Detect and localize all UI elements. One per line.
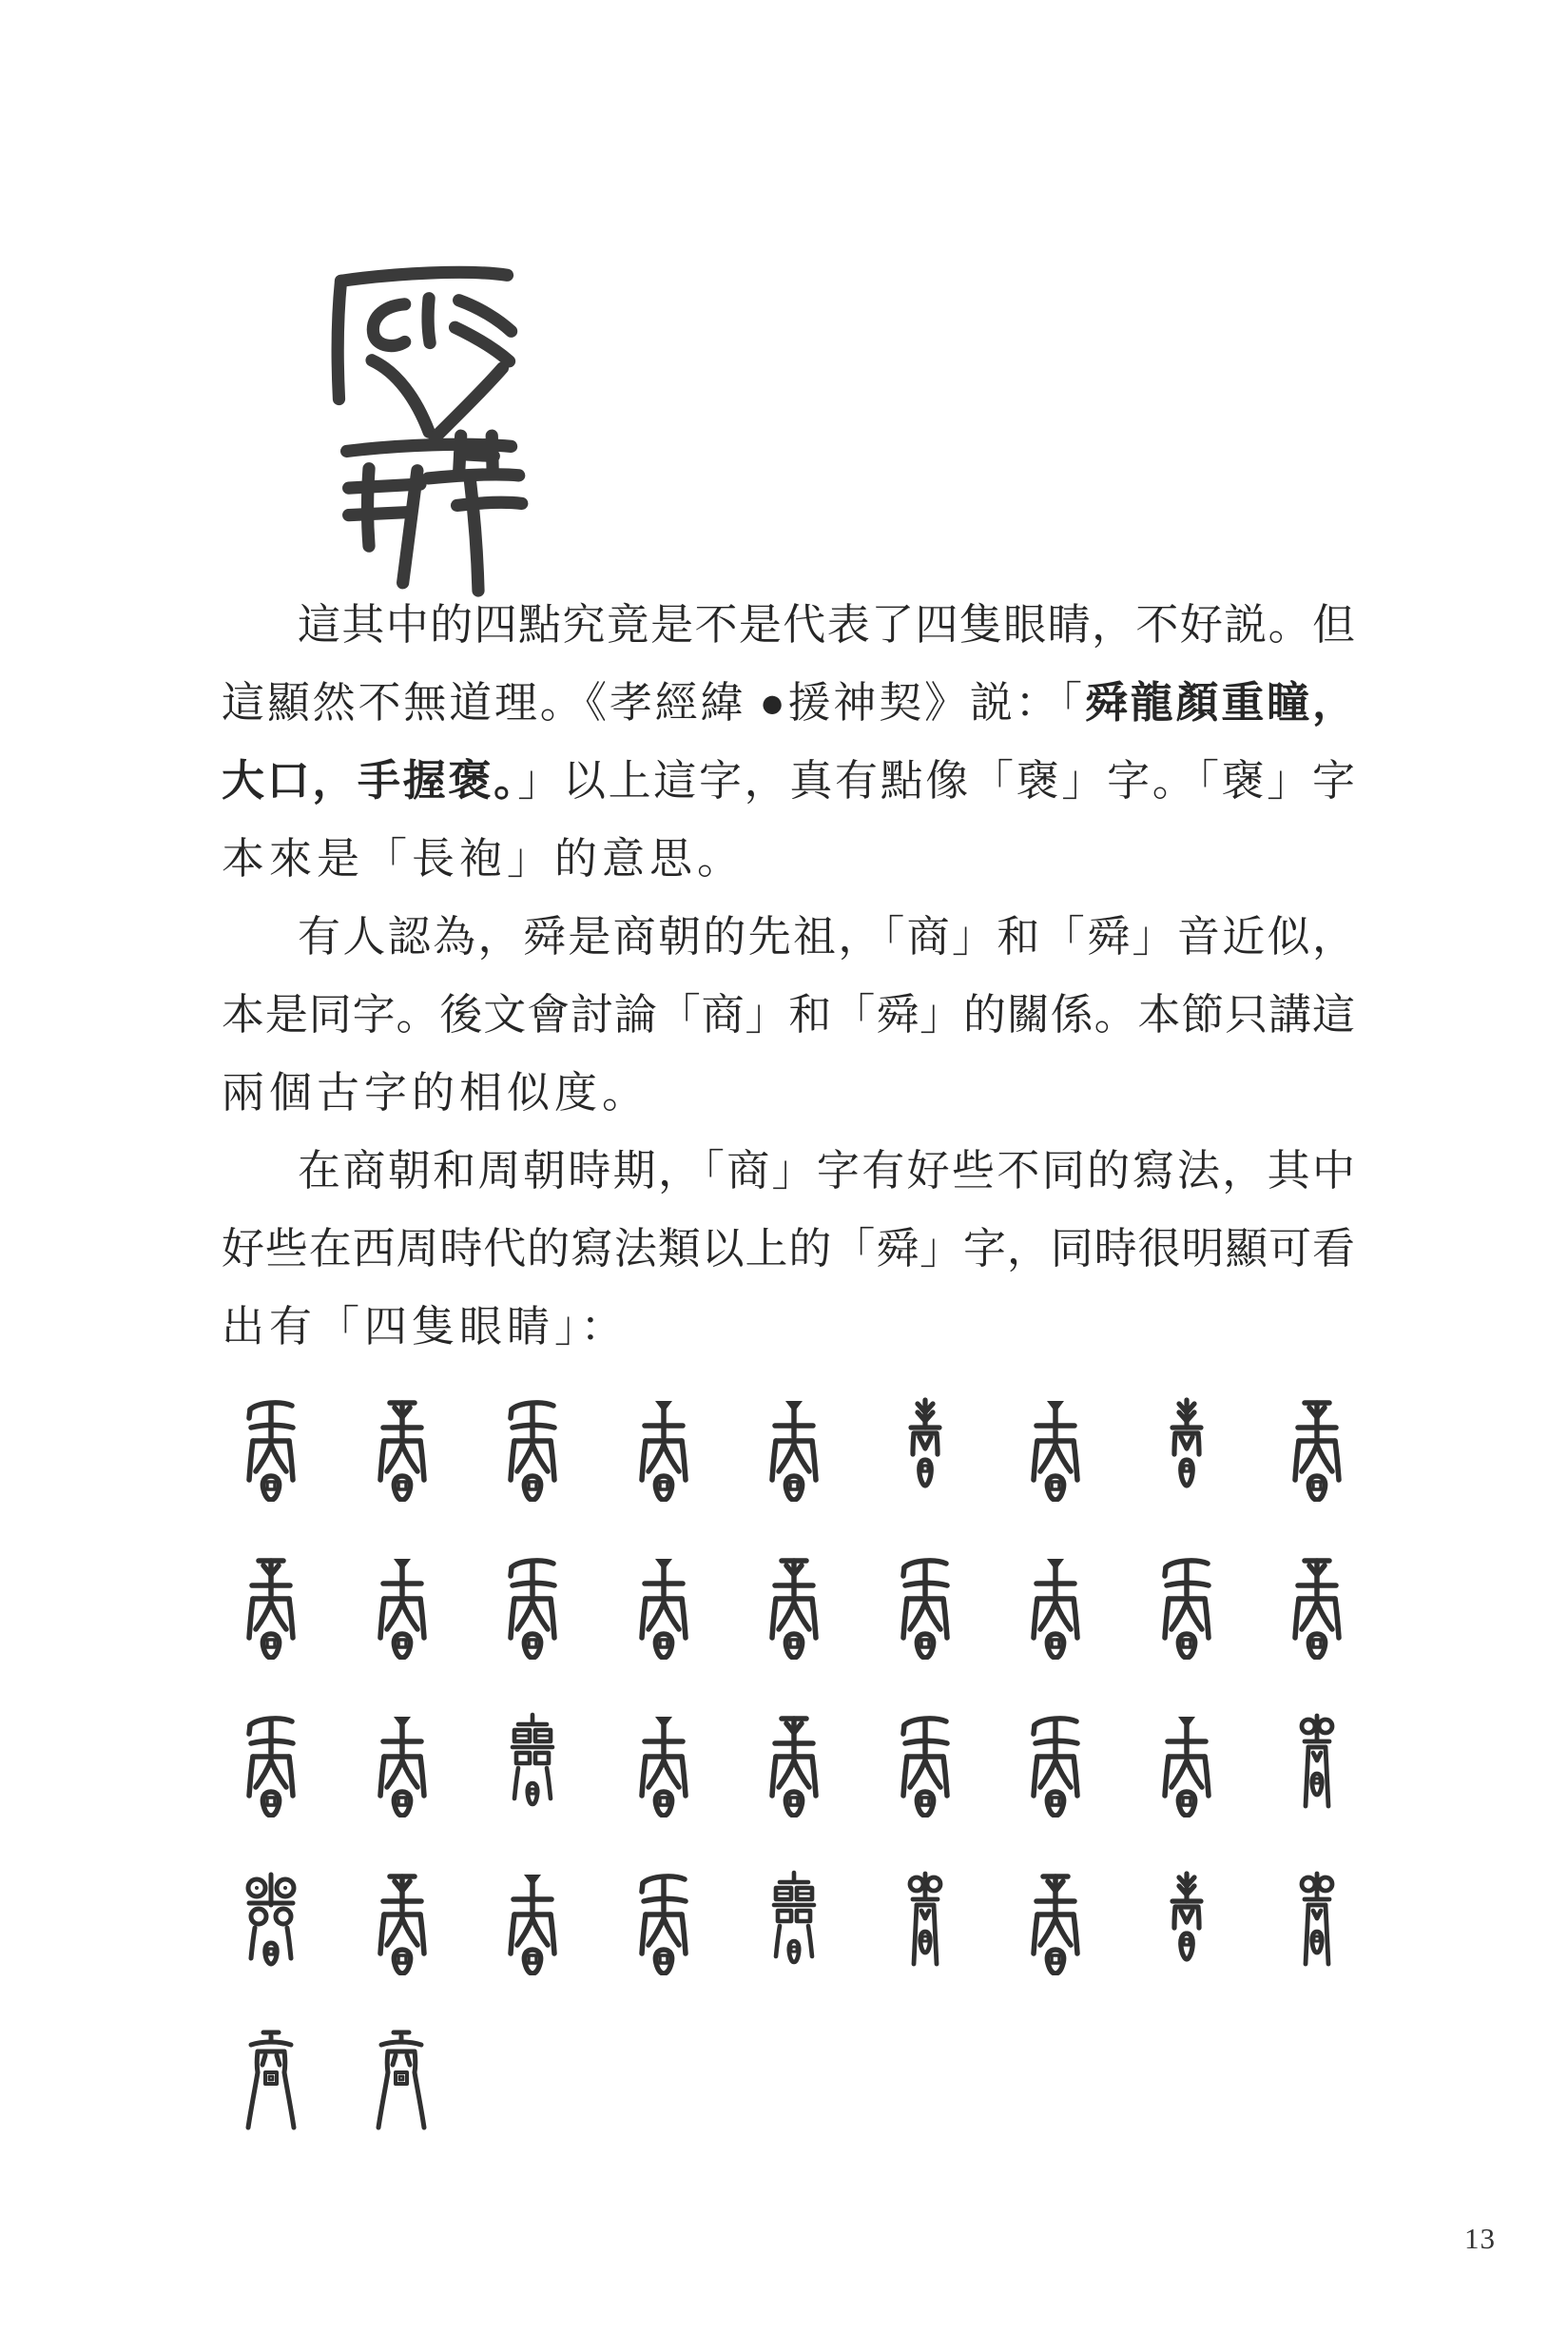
ancient-shang-glyph [235, 1553, 307, 1660]
ancient-shang-glyph [1281, 1711, 1353, 1817]
ancient-shang-glyph [366, 1553, 438, 1660]
ancient-shang-glyph [628, 1395, 700, 1502]
text-segment: 兩個古字的相似度。 [222, 1069, 650, 1117]
text-line [222, 820, 1355, 898]
ancient-shang-glyph [1019, 1869, 1092, 1975]
ancient-shang-glyph [1151, 1553, 1223, 1660]
text-line [222, 898, 1355, 976]
ancient-shang-glyph [1151, 1395, 1223, 1502]
ancient-shang-glyph-grid [235, 1395, 1353, 2185]
ancient-shang-glyph [889, 1711, 961, 1817]
ancient-shang-glyph [758, 1869, 830, 1975]
ancient-shang-glyph [1151, 1869, 1223, 1975]
text-line [222, 664, 1355, 742]
ancient-shang-glyph [235, 1869, 307, 1975]
glyph-row [235, 1711, 1353, 1817]
text-segment: 好些在西周時代的寫法類以上的「舜」字，同時很明顯可看 [222, 1225, 1355, 1273]
ancient-shang-glyph [1019, 1711, 1092, 1817]
text-line [222, 1054, 1355, 1132]
ancient-shang-glyph [496, 1553, 569, 1660]
ancient-shang-glyph [889, 1553, 961, 1660]
text-line [222, 1132, 1355, 1210]
ancient-shang-glyph [496, 1869, 569, 1975]
text-segment: 這顯然不無道理。《孝經緯 ●援神契》説：「 [222, 679, 1085, 727]
ancient-shang-glyph [366, 1711, 438, 1817]
ancient-shang-glyph [889, 1395, 961, 1502]
ancient-shang-glyph [235, 1711, 307, 1817]
text-line [222, 1288, 1355, 1366]
ancient-shang-glyph [1151, 1711, 1223, 1817]
text-segment: 在商朝和周朝時期，「商」字有好些不同的寫法，其中 [298, 1147, 1355, 1195]
ancient-shang-glyph [365, 2027, 437, 2133]
text-segment: 有人認為，舜是商朝的先祖，「商」和「舜」音近似， [298, 913, 1355, 961]
ancient-shang-glyph [628, 1553, 700, 1660]
ancient-shang-glyph [1281, 1869, 1353, 1975]
ancient-shang-glyph [496, 1711, 569, 1817]
ancient-shang-glyph [1281, 1553, 1353, 1660]
text-segment: 本來是「長袍」的意思。 [222, 835, 745, 883]
ancient-shang-glyph [1019, 1553, 1092, 1660]
glyph-row [235, 2027, 1353, 2133]
ancient-shang-glyph [758, 1395, 830, 1502]
seal-script-shun-glyph [312, 251, 534, 601]
text-line [222, 1210, 1355, 1288]
bold-quote-text: 舜龍顏重瞳， [1084, 679, 1355, 727]
page-number: 13 [1464, 2222, 1496, 2255]
body-text [222, 586, 1355, 1366]
ancient-shang-glyph [366, 1395, 438, 1502]
ancient-shang-glyph [1019, 1395, 1092, 1502]
ancient-shang-glyph [628, 1711, 700, 1817]
ancient-shang-glyph [758, 1553, 830, 1660]
bold-quote-text: 大口，手握褒。 [222, 757, 518, 805]
ancient-shang-glyph [758, 1711, 830, 1817]
text-segment: 這其中的四點究竟是不是代表了四隻眼睛，不好説。但 [298, 601, 1355, 649]
text-segment: 」以上這字，真有點像「襃」字。「襃」字 [517, 757, 1355, 805]
glyph-row [235, 1553, 1353, 1660]
ancient-shang-glyph [366, 1869, 438, 1975]
text-segment: 出有「四隻眼睛」： [222, 1303, 629, 1351]
text-line [222, 742, 1355, 820]
text-line [222, 586, 1355, 664]
glyph-row [235, 1395, 1353, 1502]
ancient-shang-glyph [235, 1395, 307, 1502]
glyph-row [235, 1869, 1353, 1975]
ancient-shang-glyph [889, 1869, 961, 1975]
text-segment: 本是同字。後文會討論「商」和「舜」的關係。本節只講這 [222, 991, 1355, 1039]
ancient-shang-glyph [628, 1869, 700, 1975]
ancient-shang-glyph [235, 2027, 307, 2133]
ancient-shang-glyph [1281, 1395, 1353, 1502]
ancient-shang-glyph [496, 1395, 569, 1502]
text-line [222, 976, 1355, 1054]
